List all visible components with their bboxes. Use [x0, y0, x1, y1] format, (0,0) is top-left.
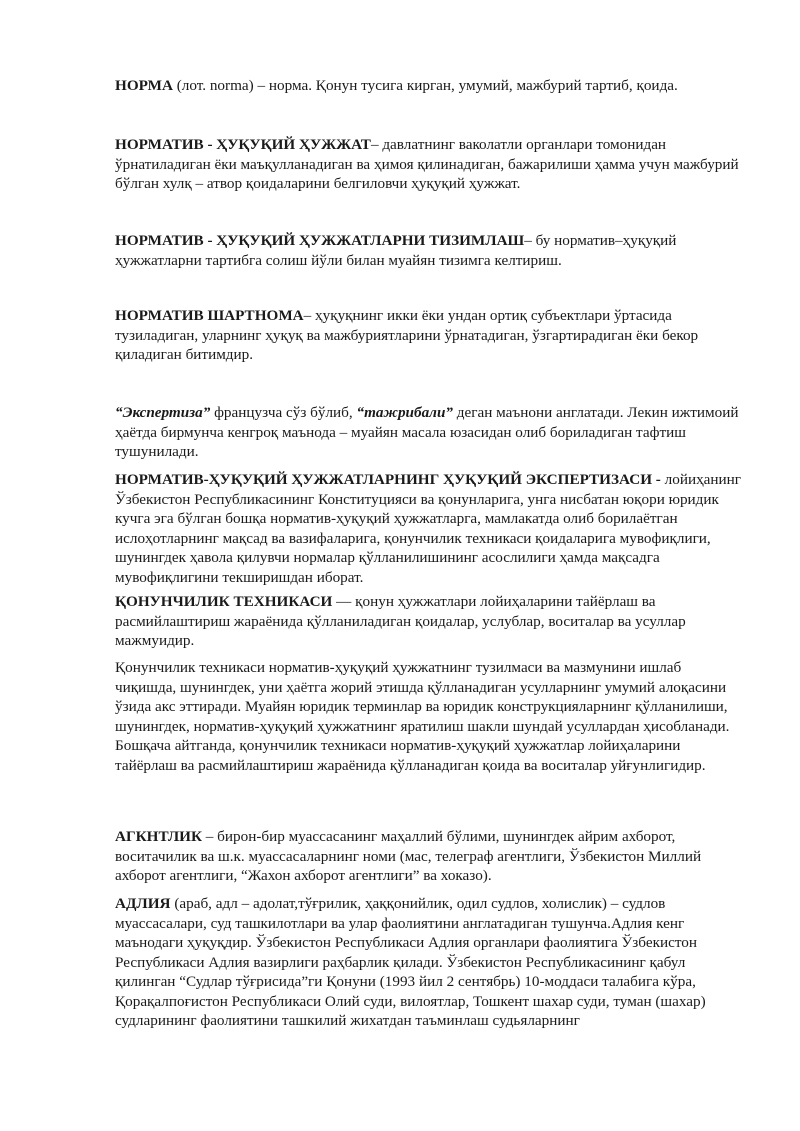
paragraph-normative-legal-document: [115, 135, 745, 194]
paragraph-legislative-technique-details: [115, 658, 745, 775]
definition-normative-legal-document: – давлатнинг ваколатли органлари томонидан ўрнатиладиган ёки маъқулланадиган ва ҳимоя қилинадиган, бажарилиши ҳамма учун мажбурий бўлган хулқ – атвор қоидаларини белгиловчи ҳуқуқий ҳужжат.: [115, 136, 739, 192]
definition-systematization: – бу норматив–ҳуқуқий ҳужжатларни тартибга солиш йўли билан муайян тизимга келтириш.: [115, 232, 677, 269]
paragraph-legal-expertise: [115, 470, 745, 587]
paragraph-normative-contract: [115, 306, 745, 365]
definition-agency: – бирон-бир муассасанинг маҳаллий бўлими, шунингдек айрим ахборот, воситачилик ва ш.к. муассасаларнинг номи (мас, телеграф агентлиги, Ўзбекистон Миллий ахборот агентлиги, “Жахон ахборот агентлиги” ва хоказо).: [115, 828, 702, 884]
term-legal-expertise: НОРМАТИВ-ҲУҚУҚИЙ ҲУЖЖАТЛАРНИНГ ҲУҚУҚИЙ ЭКСПЕРТИЗАСИ -: [115, 471, 661, 488]
term-normative-legal-document: НОРМАТИВ - ҲУҚУҚИЙ ҲУЖЖАТ: [115, 136, 371, 153]
paragraph-legislative-technique: [115, 592, 745, 651]
definition-norma: (лот. norma) – норма. Қонун тусига кирган, умумий, мажбурий тартиб, қоида.: [172, 77, 678, 94]
definition-legal-expertise: лойиҳанинг Ўзбекистон Республикасининг Конституцияси ва қонунларига, унга нисбатан юқори юридик кучга эга бўлган бошқа норматив-ҳуқуқий ҳужжатларга, мамлакатда олиб борилаётган ислоҳотларнинг мақсад ва вазифаларига, қонунчилик техникаси қоидаларига мувофиқлиги, шунингдек ҳавола қилувчи нормалар қўлланилишининг асослилиги ҳамда мақсадга мувофиқлигини текширишдан иборат.: [115, 471, 742, 586]
definition-normative-contract: – ҳуқуқнинг икки ёки ундан ортиқ субъектлари ўртасида тузиладиган, уларнинг ҳуқуқ ва мажбуриятларини ўрнатадиган, ўзгартирадиган ёки бекор қиладиган битимдир.: [115, 307, 699, 363]
paragraph-norma: [115, 76, 745, 96]
paragraph-agency: [115, 827, 745, 886]
text-expertise-part1: французча сўз бўлиб,: [210, 404, 357, 421]
text-legislative-technique-details: Қонунчилик техникаси норматив-ҳуқуқий ҳужжатнинг тузилмаси ва мазмунини ишлаб чиқишда, шунингдек, уни ҳаётга жорий этишда қўлланадиган усулларнинг умумий алоқасини ўзида акс эттиради. Муайян юридик терминлар ва юридик конструкцияларнинг қўлланилиши, шунингдек, норматив-ҳуқуқий ҳужжатнинг яратилиш шакли шундай усуллардан ҳисобланади. Бошқача айтганда, қонунчилик техникаси норматив-ҳуқуқий ҳужжатлар лойиҳаларини тайёрлаш ва расмийлаштириш жараёнида қўлланадиган қоида ва воситалар уйғунлигидир.: [115, 659, 730, 774]
term-agency: АГКНТЛИК: [115, 828, 202, 845]
paragraph-systematization: [115, 231, 745, 270]
term-systematization: НОРМАТИВ - ҲУҚУҚИЙ ҲУЖЖАТЛАРНИ ТИЗИМЛАШ: [115, 232, 525, 249]
term-experienced: “тажрибали”: [356, 404, 453, 421]
paragraph-justice: [115, 894, 745, 1031]
paragraph-expertise: [115, 403, 745, 462]
definition-justice: (араб, адл – адолат,тўғрилик, ҳаққонийлик, одил судлов, холислик) – судлов муассасалари, суд ташкилотлари ва улар фаолиятини англатадиган тушунча.Адлия кенг маънодаги ҳуқуқдир. Ўзбекистон Республикаси Адлия органлари фаолиятига Ўзбекистон Республикаси Адлия вазирлиги раҳбарлик қилади. Ўзбекистон Республикасининг қабул қилинган “Судлар тўғрисида”ги Қонуни (1993 йил 2 сентябрь) 10-моддаси талабига кўра, Қорақалпоғистон Республикаси Олий суди, вилоятлар, Тошкент шахар суди, туман (шахар) судларининг фаолиятини ташкилий жихатдан таъминлаш судьяларнинг: [115, 895, 706, 1029]
text-expertise-part2: деган маънони англатади. Лекин ижтимоий ҳаётда бирмунча кенгроқ маънода – муайян масала юзасидан олиб бориладиган тафтиш тушунилади.: [115, 404, 739, 460]
term-justice: АДЛИЯ: [115, 895, 171, 912]
term-norma: НОРМА: [115, 77, 173, 94]
term-normative-contract: НОРМАТИВ ШАРТНОМА: [115, 307, 304, 324]
definition-legislative-technique: — қонун ҳужжатлари лойиҳаларини тайёрлаш ва расмийлаштириш жараёнида қўлланиладиган қоидалар, услублар, воситалар ва усуллар мажмуидир.: [115, 593, 686, 649]
term-legislative-technique: ҚОНУНЧИЛИК ТЕХНИКАСИ: [115, 593, 333, 610]
term-expertise: “Экспертиза”: [115, 404, 211, 421]
